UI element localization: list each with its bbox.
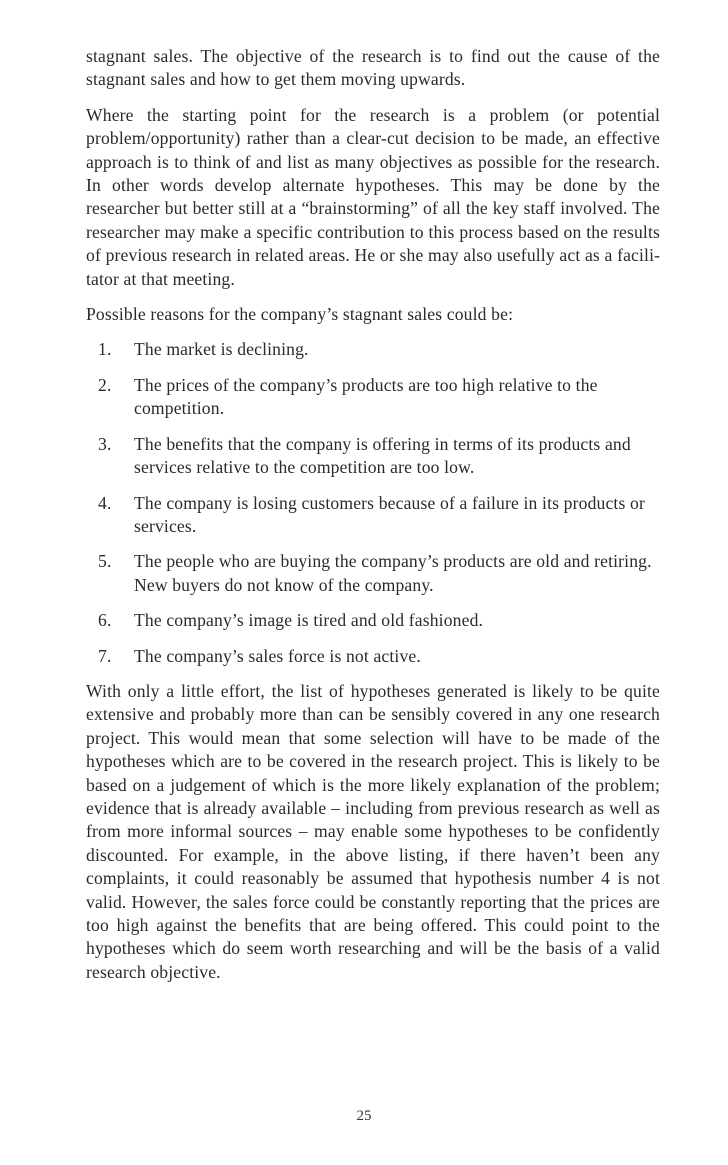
list-item xyxy=(86,492,660,539)
paragraph-reasons-lead: Possible reasons for the company’s stagnant sales could be: xyxy=(86,304,514,325)
list-item-number: 5. xyxy=(98,551,112,572)
list-item xyxy=(86,433,660,480)
list-item-number: 4. xyxy=(98,492,112,513)
reasons-list xyxy=(86,338,660,667)
list-item-number: 1. xyxy=(98,339,112,360)
list-item xyxy=(86,550,660,597)
list-item-number: 3. xyxy=(98,433,112,454)
page-number: 25 xyxy=(356,1108,372,1124)
list-item-number: 2. xyxy=(98,374,112,395)
list-item xyxy=(86,645,660,668)
list-item-text: The company’s image is tired and old fashioned. xyxy=(134,610,484,631)
list-item-text: The company is losing customers because of a failure in its products or services. xyxy=(134,492,645,536)
list-item-number: 7. xyxy=(98,645,112,666)
paragraph-intro: stagnant sales. The objective of the research is to find out the cause of the stagnant sales and how to get them moving upwards. xyxy=(86,46,660,90)
list-item-text: The market is declining. xyxy=(134,339,309,360)
paragraph-objectives: Where the starting point for the research is a problem (or potential problem/opportunity) rather than a clear-cut decision to be made, an effective approach is to think of and list as many objectives as possible for the research. In other words develop alternate hypotheses. This may be done by the researcher but better still at a “brainstorming” of all the key staff involved. The researcher may make a specific contribution to this process based on the results of previous research in related areas. He or she may also usefully act as a facilitator at that meeting. xyxy=(86,104,660,289)
list-item xyxy=(86,374,660,421)
list-item xyxy=(86,338,660,361)
paragraph-hypotheses: With only a little effort, the list of hypotheses generated is likely to be quite extensive and probably more than can be sensibly covered in any one research project. This would mean that some selection will have to be made of the hypotheses which are to be covered in the research project. This is likely to be based on a judgement of which is the more likely explanation of the problem; evidence that is already available – including from previous research as well as from more informal sources – may enable some hypotheses to be confidently discounted. For example, in the above listing, if there haven’t been any complaints, it could reasonably be assumed that hypothesis number 4 is not valid. However, the sales force could be constantly reporting that the prices are too high against the benefits that are being offered. This could point to the hypotheses which do seem worth researching and will be the basis of a valid research objective. xyxy=(86,680,660,982)
list-item-text: The people who are buying the company’s products are old and retiring. New buyers do not know of the company. xyxy=(134,551,652,595)
list-item xyxy=(86,609,660,632)
list-item-text: The company’s sales force is not active. xyxy=(134,645,421,666)
list-item-number: 6. xyxy=(98,610,112,631)
list-item-text: The prices of the company’s products are too high relative to the competition. xyxy=(134,374,598,419)
list-item-text: The benefits that the company is offering in terms of its products and services relative to the competition are too low. xyxy=(134,433,631,478)
page-body xyxy=(86,45,660,996)
